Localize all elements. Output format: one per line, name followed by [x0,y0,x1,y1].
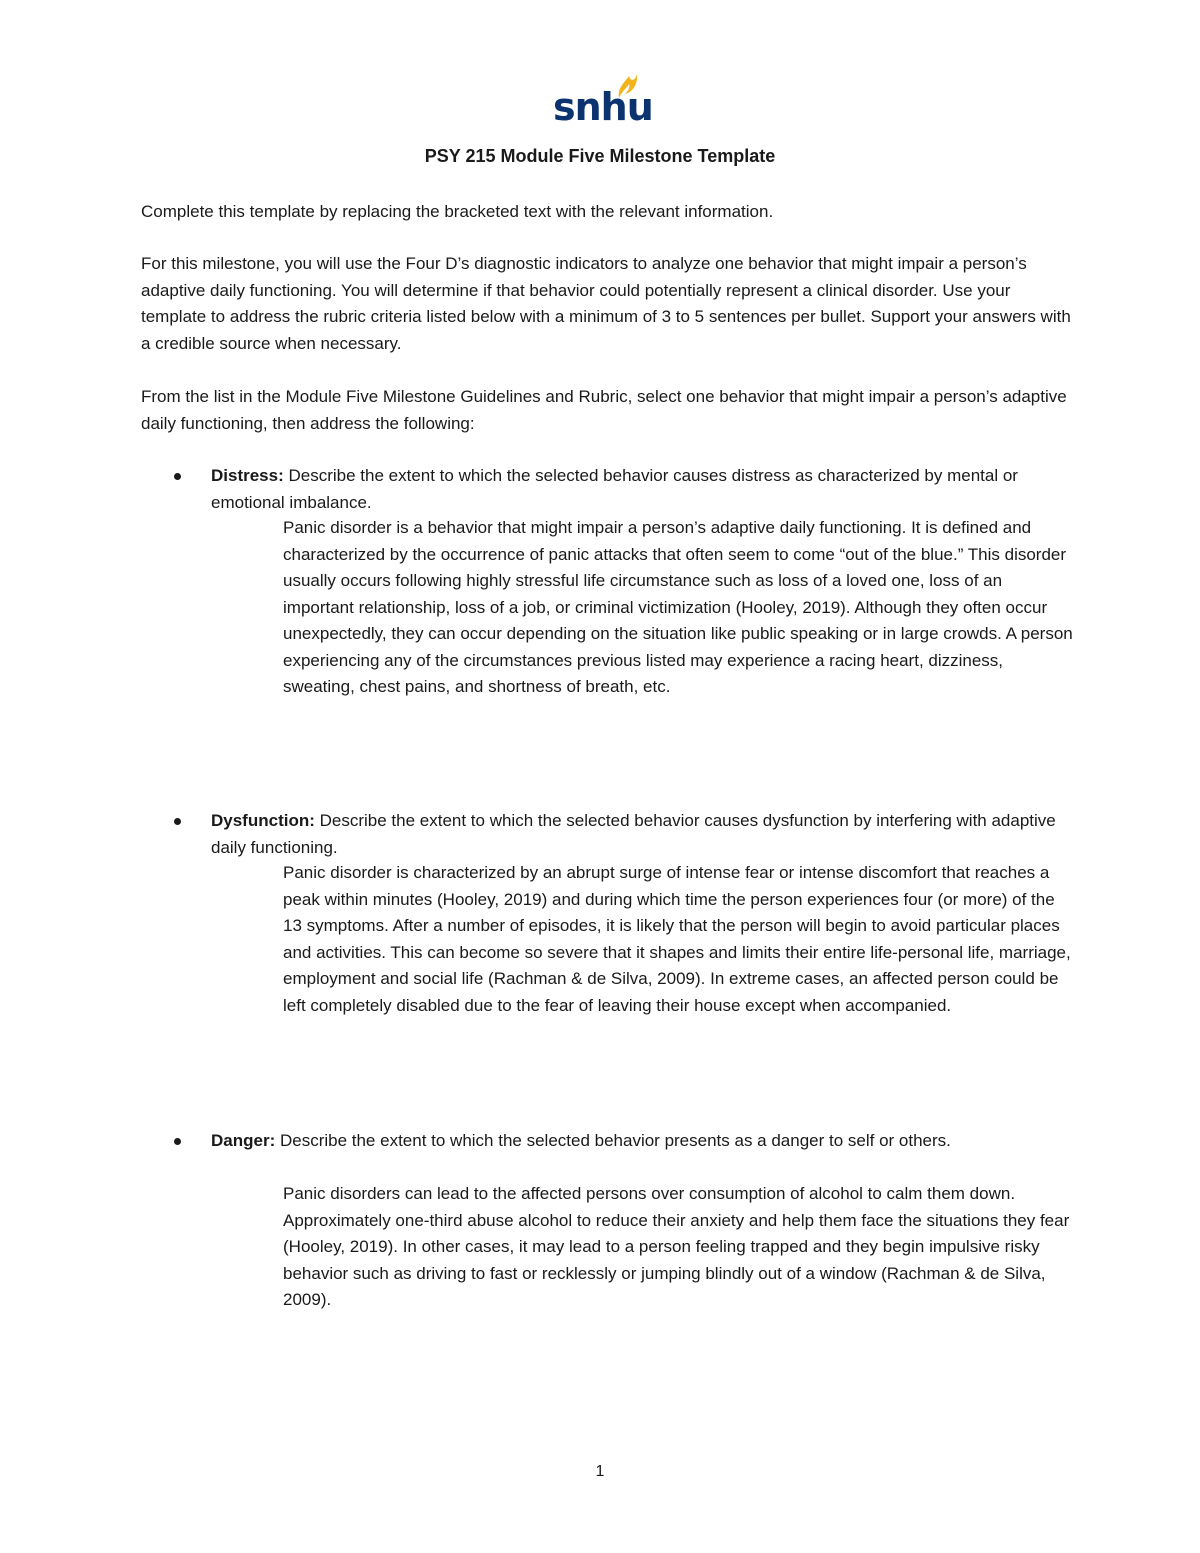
answer-dysfunction: Panic disorder is characterized by an abrupt surge of intense fear or intense discomfort that reaches a peak within minutes (Hooley, 2019) and during which time the person experiences four (or more) of the 13 symptoms. After a number of episodes, it is likely that the person will begin to avoid particular places and activities. This can become so severe that it shapes and limits their entire life-personal life, marriage, employment and social life (Rachman & de Silva, 2009). In extreme cases, an affected person could be left completely disabled due to the fear of leaving their house except when accompanied. [283,863,1071,1015]
answer-distress: Panic disorder is a behavior that might impair a person’s adaptive daily functioning. It is defined and characterized by the occurrence of panic attacks that often seem to come “out of the blue.” This disorder usually occurs following highly stressful life circumstance such as loss of a loved one, loss of an important relationship, loss of a job, or criminal victimization (Hooley, 2019). Although they often occur unexpectedly, they can occur depending on the situation like public speaking or in large crowds. A person experiencing any of the circumstances previous listed may experience a racing heart, dizziness, sweating, chest pains, and shortness of breath, etc. [283,518,1073,696]
intro-paragraph: Complete this template by replacing the bracketed text with the relevant information. [141,202,774,221]
document-title: PSY 215 Module Five Milestone Template [424,146,776,166]
bullet-icon [174,818,181,825]
bullet-label: Danger: [211,1131,276,1150]
bullet-label: Distress: [211,466,284,485]
bullet-prompt-text: Describe the extent to which the selected behavior causes distress as characterized by mental or emotional imbalance. [211,466,1018,512]
logo-wordmark: snhu [553,85,653,129]
snhu-logo [553,72,653,134]
select-instruction: From the list in the Module Five Milestone Guidelines and Rubric, select one behavior that might impair a person’s adaptive daily functioning, then address the following: [141,387,1067,433]
bullet-label: Dysfunction: [211,811,315,830]
bullet-icon [174,473,181,480]
answer-danger: Panic disorders can lead to the affected persons over consumption of alcohol to calm them down. Approximately one-third abuse alcohol to reduce their anxiety and help them face the situations they fear (Hooley, 2019). In other cases, it may lead to a person feeling trapped and they begin impulsive risky behavior such as driving to fast or recklessly or jumping blindly out of a window (Rachman & de Silva, 2009). [283,1184,1070,1309]
bullet-prompt-text: Describe the extent to which the selected behavior presents as a danger to self or others. [275,1131,951,1150]
page-number: 1 [595,1463,605,1480]
bullet-prompt [211,1128,1071,1155]
bullet-icon [174,1138,181,1145]
bullet-prompt-text: Describe the extent to which the selected behavior causes dysfunction by interfering with adaptive daily functioning. [211,811,1056,857]
milestone-description: For this milestone, you will use the Four D’s diagnostic indicators to analyze one behavior that might impair a person’s adaptive daily functioning. You will determine if that behavior could potentially represent a clinical disorder. Use your template to address the rubric criteria listed below with a minimum of 3 to 5 sentences per bullet. Support your answers with a credible source when necessary. [141,254,1071,353]
bullet-prompt [211,808,1071,861]
bullet-prompt [211,463,1071,516]
